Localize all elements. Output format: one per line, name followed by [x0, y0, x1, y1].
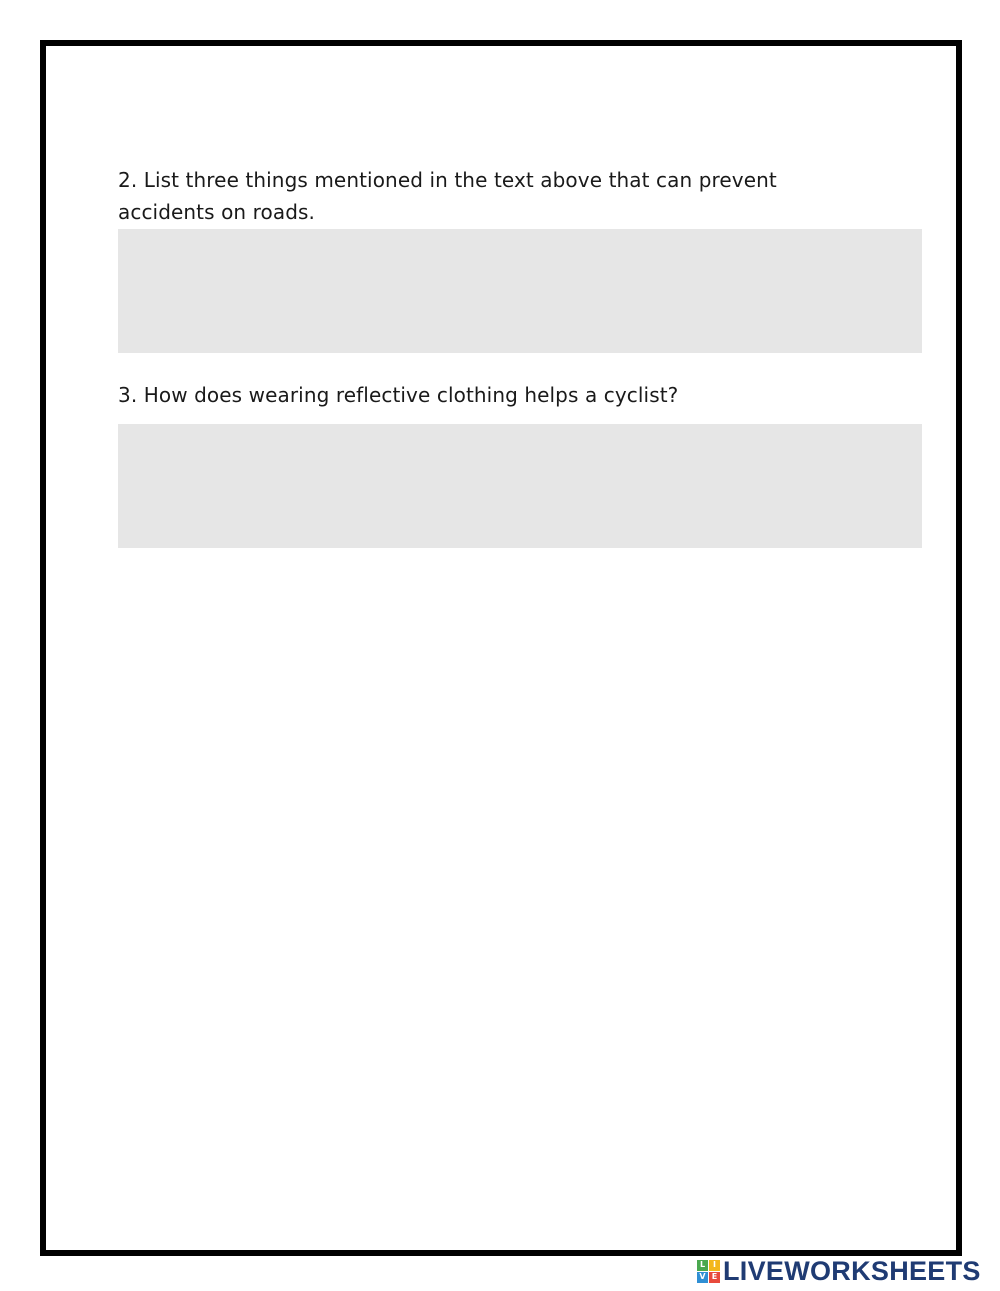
logo-cell-l: L [697, 1260, 708, 1271]
question-3-text: 3. How does wearing reflective clothing helps a cyclist? [118, 383, 679, 407]
liveworksheets-logo-icon [697, 1260, 720, 1283]
logo-cell-i: I [709, 1260, 720, 1271]
worksheet-page [40, 40, 962, 1256]
logo-cell-v: V [697, 1272, 708, 1283]
logo-cell-e: E [709, 1272, 720, 1283]
question-2-text: 2. List three things mentioned in the text above that can prevent accidents on roads. [118, 168, 777, 224]
answer-3-input[interactable] [118, 424, 922, 548]
liveworksheets-logo [697, 1256, 981, 1286]
brand-name: LIVEWORKSHEETS [723, 1256, 981, 1286]
answer-2-input[interactable] [118, 229, 922, 353]
